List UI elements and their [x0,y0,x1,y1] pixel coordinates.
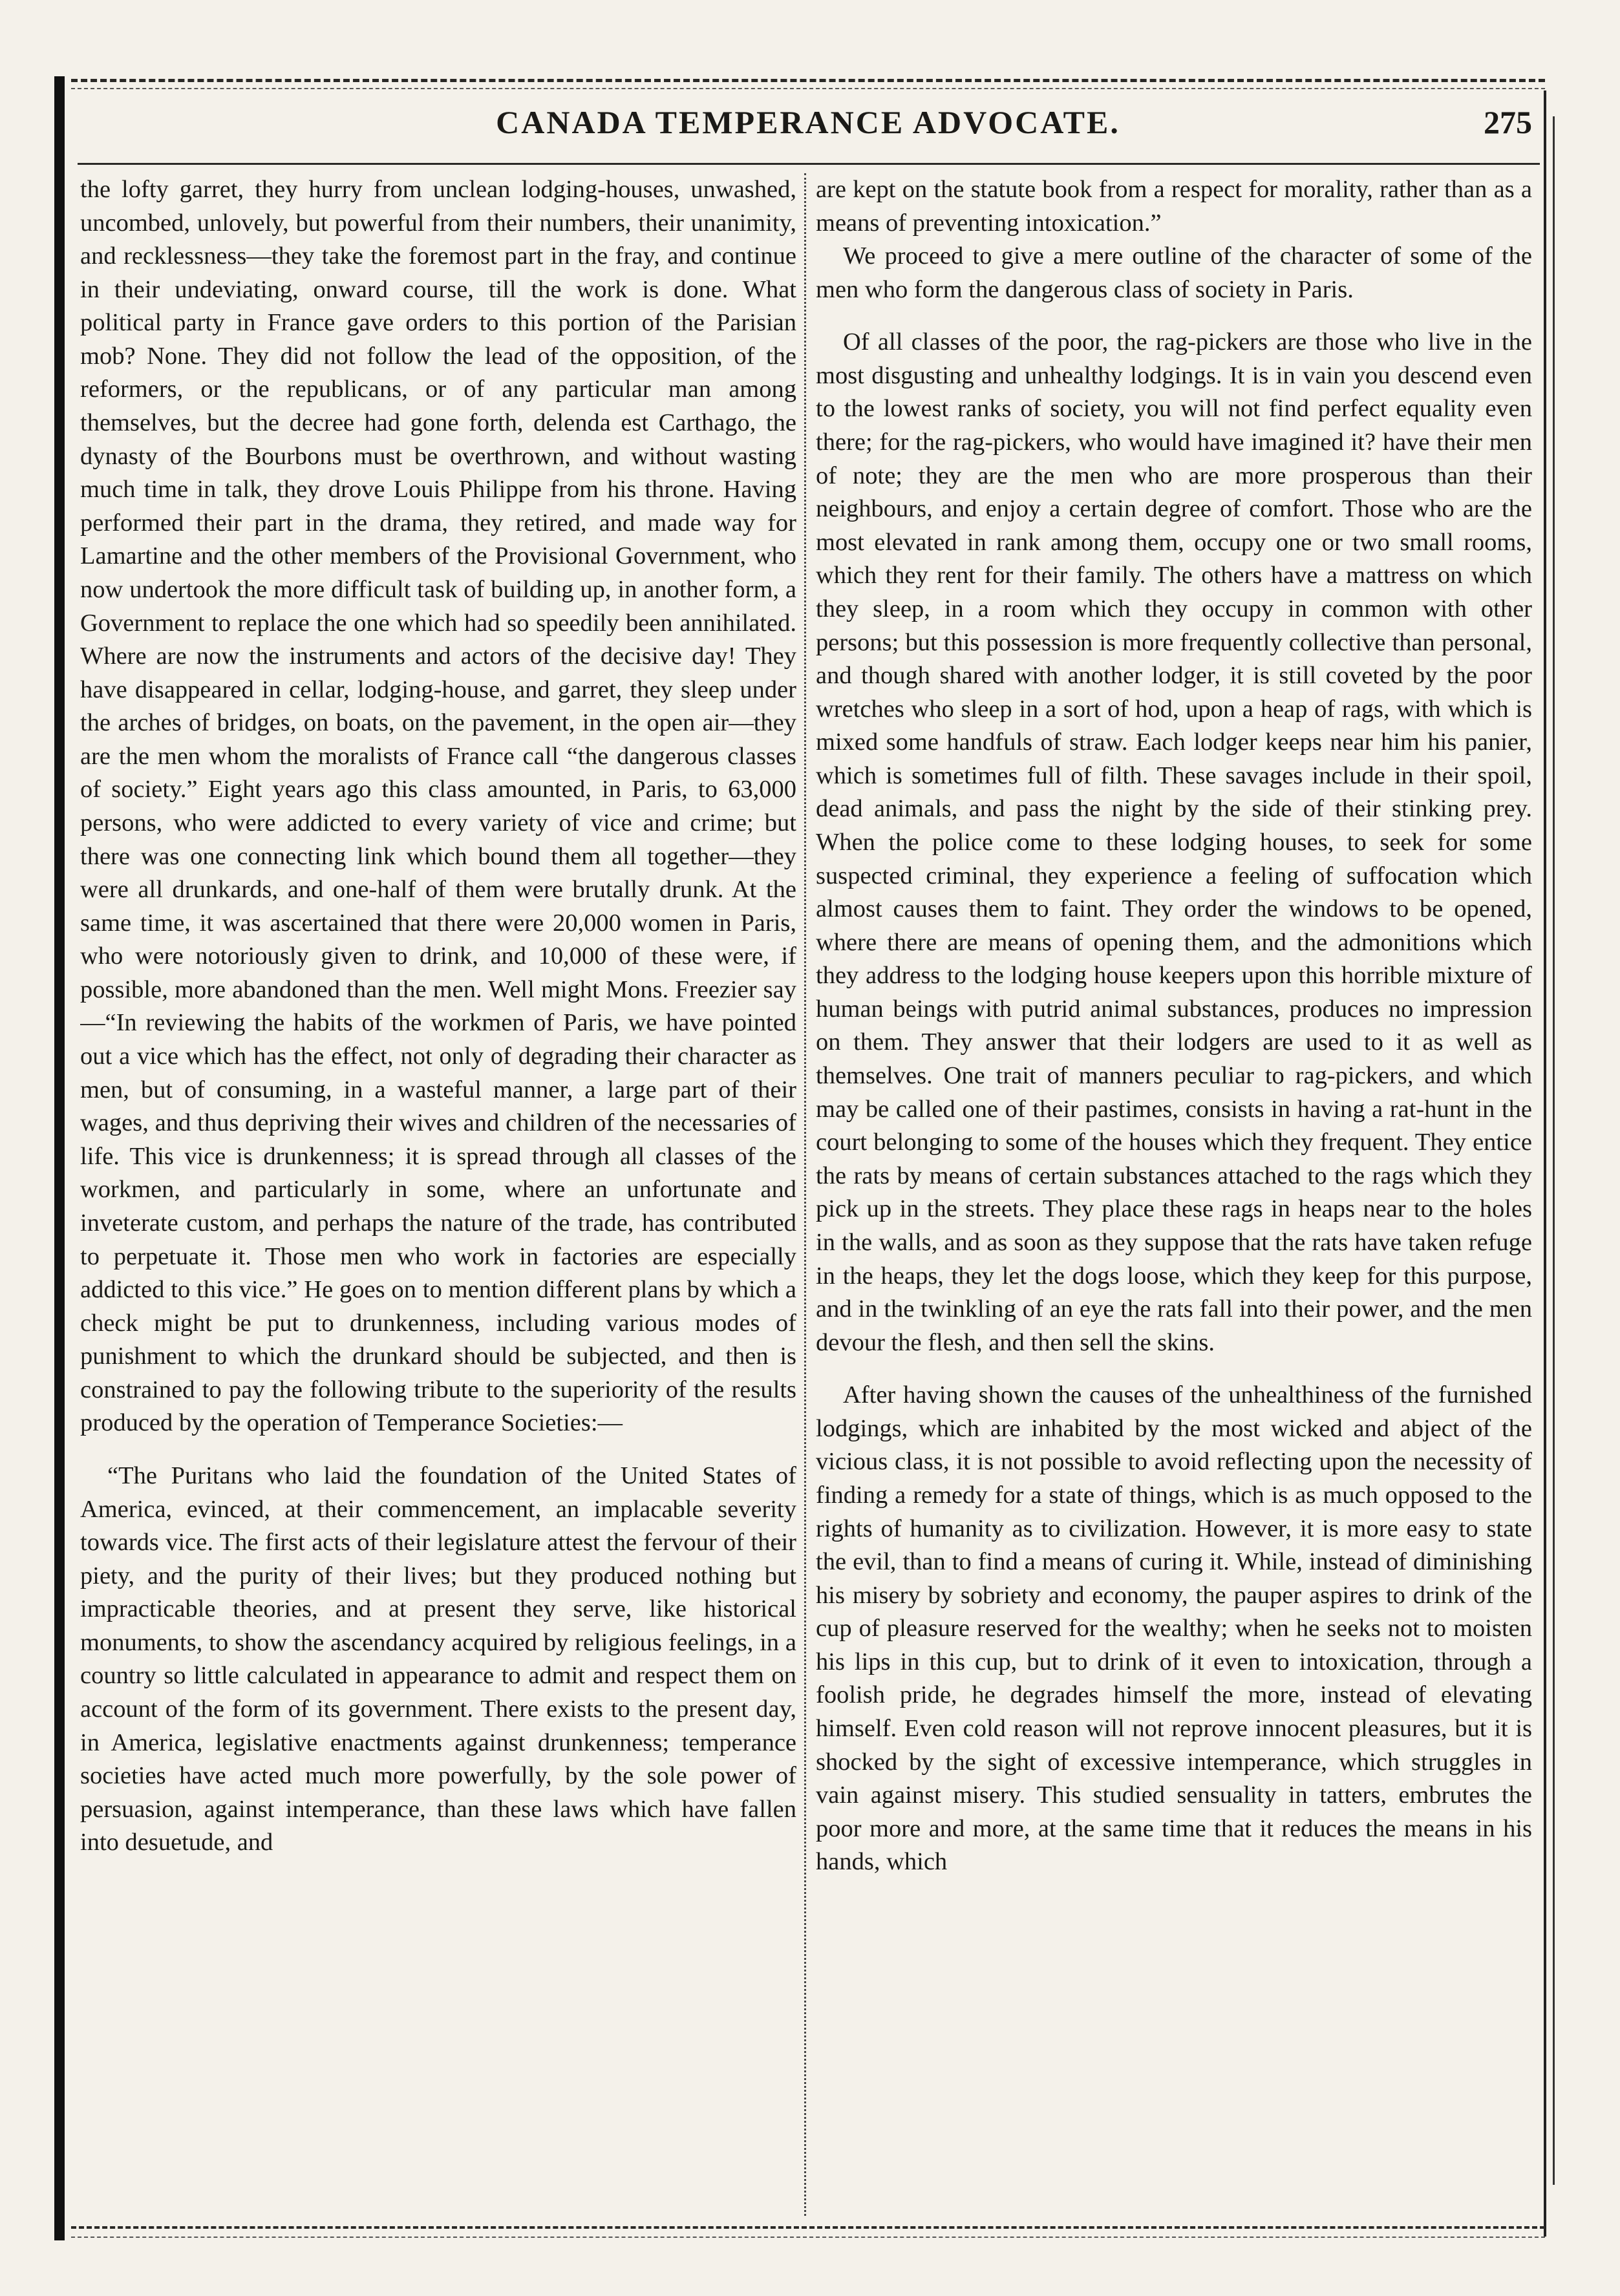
bottom-border-rule-inner [71,2237,1545,2238]
bottom-border-rule [71,2226,1545,2229]
right-paragraph-2: We proceed to give a mere outline of the character of some of the men who form the dangerous class of society in Paris. [816,242,1532,303]
right-border-rule [1544,90,1546,2237]
left-border-rule [54,76,65,2240]
right-paragraph-3: Of all classes of the poor, the rag-pickers are those who live in the most disgusting and unhealthy lodgings. It is in vain you descend even to the lowest ranks of society, you will not find perfect equality even there; for the rag-pickers, who would have imagined it? have their men of note; they are the men who are more prosperous than their neighbours, and enjoy a certain degree of comfort. Those who are the most elevated in rank among them, occupy one or two small rooms, which they rent for their family. The others have a mattress on which they sleep, in a room which they occupy in common with other persons; but this possession is more frequently collective than personal, and though shared with another lodger, it is still coveted by the poor wretches who sleep in a sort of hod, upon a heap of rags, with which is mixed some handfuls of straw. Each lodger keeps near him his panier, which is sometimes full of filth. These savages include in their spoil, dead animals, and pass the night by the side of their stinking prey. When the police come to these lodging houses, to seek for some suspected criminal, they experience a feeling of suffocation which almost causes them to faint. They order the windows to be opened, where there are means of opening them, and the admonitions which they address to the lodging house keepers upon this horrible mixture of human beings with putrid animal substances, produces no impression on them. They answer that their lodgers are used to it as well as themselves. One trait of manners peculiar to rag-pickers, and which may be called one of their pastimes, consists in having a rat-hunt in the court belonging to some of the houses which they frequent. They entice the rats by means of certain substances attached to the rags which they pick up in the streets. They place these rags in heaps near to the holes in the walls, and as soon as they suppose that the rats have taken refuge in the heaps, they let the dogs loose, which they keep for this purpose, and in the twinkling of an eye the rats fall into their power, and the men devour the flesh, and then sell the skins. [816,328,1532,1356]
left-paragraph-2: “The Puritans who laid the foundation of the United States of America, evinced, at their commencement, an implacable severity towards vice. The first acts of their legislature attest the fervour of their piety, and the purity of their lives; but they produced nothing but impracticable theories, and at present they serve, like historical monuments, to show the ascendancy acquired by religious feelings, in a country so little calculated in appearance to admit and respect them on account of the form of its government. There exists to the present day, in America, legislative enactments against drunkenness; temperance societies have acted much more powerfully, by the sole power of persuasion, against intemperance, than these laws which have fallen into desuetude, and [80,1462,796,1856]
top-border-rule [71,79,1545,82]
publication-title: CANADA TEMPERANCE ADVOCATE. [496,104,1120,140]
page-header [78,103,1539,155]
column-divider [804,173,806,2216]
right-paragraph-4: After having shown the causes of the unhealthiness of the furnished lodgings, which are inhabited by the most wicked and abject of the vicious class, it is not possible to avoid reflecting upon the necessity of finding a remedy for a state of things, which is as much opposed to the rights of humanity as to civilization. However, it is more easy to state the evil, than to find a means of curing it. While, instead of diminishing his misery by sobriety and economy, the pauper aspires to drink of the cup of pleasure reserved for the wealthy; when he seeks not to moisten his lips in this cup, but to drink of it even to intoxication, through a foolish pride, he degrades himself the more, instead of elevating himself. Even cold reason will not reprove innocent pleasures, but it is shocked by the sight of excessive intemperance, which struggles in vain against misery. This studied sensuality in tatters, embrutes the poor more and more, at the same time that it reduces the means in his hands, which [816,1381,1532,1876]
right-column [816,173,1532,2216]
right-paragraph-1: are kept on the statute book from a respect for morality, rather than as a means of preventing intoxication.” [816,176,1532,237]
top-border-rule-inner [71,88,1545,89]
header-rule [78,163,1540,165]
left-column [80,173,796,2216]
left-paragraph-1: the lofty garret, they hurry from unclean lodging-houses, unwashed, uncombed, unlovely, but powerful from their numbers, their unanimity, and recklessness—they take the foremost part in the fray, and continue in their undeviating, onward course, till the work is done. What political party in France gave orders to this portion of the Parisian mob? None. They did not follow the lead of the opposition, of the reformers, or the republicans, or of any particular man among themselves, but the decree had gone forth, delenda est Carthago, the dynasty of the Bourbons must be overthrown, and without wasting much time in talk, they drove Louis Philippe from his throne. Having performed their part in the drama, they retired, and made way for Lamartine and the other members of the Provisional Government, who now undertook the more difficult task of building up, in another form, a Government to replace the one which had so speedily been annihilated. Where are now the instruments and actors of the decisive day! They have disappeared in cellar, lodging-house, and garret, they sleep under the arches of bridges, on boats, on the pavement, in the open air—they are the men whom the moralists of France call “the dangerous classes of society.” Eight years ago this class amounted, in Paris, to 63,000 persons, who were addicted to every variety of vice and crime; but there was one connecting link which bound them all together—they were all drunkards, and one-half of them were brutally drunk. At the same time, it was ascertained that there were 20,000 women in Paris, who were notoriously given to drink, and 10,000 of these were, if possible, more abandoned than the men. Well might Mons. Freezier say—“In reviewing the habits of the workmen of Paris, we have pointed out a vice which has the effect, not only of degrading their character as men, but of consuming, in a wasteful manner, a large part of their wages, and thus depriving their wives and children of the necessaries of life. This vice is drunkenness; it is spread through all classes of the workmen, and particularly in some, where an unfortunate and inveterate custom, and perhaps the nature of the trade, has contributed to perpetuate it. Those men who work in factories are especially addicted to this vice.” He goes on to mention different plans by which a check might be put to drunkenness, including various modes of punishment to which the drunkard should be subjected, and then is constrained to pay the following tribute to the superiority of the results produced by the operation of Temperance Societies:— [80,176,796,1437]
page-number: 275 [1484,104,1532,140]
right-border-rule-inner [1553,116,1555,2185]
